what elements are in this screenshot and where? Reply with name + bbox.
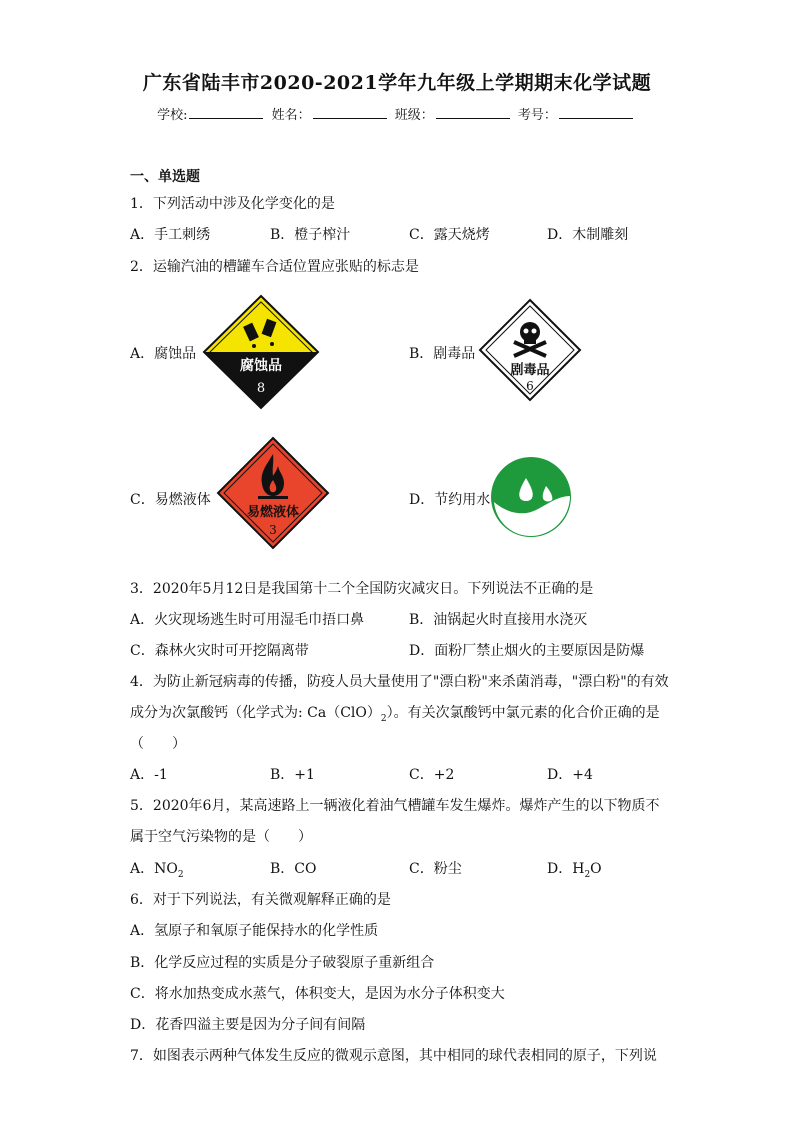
exam-title: 广东省陆丰市2020-2021学年九年级上学期期末化学试题 — [142, 72, 652, 94]
q6-option-c: C．将水加热变成水蒸气，体积变大，是因为水分子体积变大 — [130, 986, 505, 1002]
q5-option-a — [130, 858, 184, 880]
student-info-line — [0, 104, 794, 123]
q3-option-a: A．火灾现场逃生时可用湿毛巾捂口鼻 — [130, 612, 365, 628]
q7-stem: 7．如图表示两种气体发生反应的微观示意图，其中相同的球代表相同的原子，下列说 — [130, 1048, 657, 1064]
class-label: 班级： — [394, 108, 434, 123]
q6-option-d: D．花香四溢主要是因为分子间有间隔 — [130, 1017, 366, 1033]
q5-option-a-sub: 2 — [177, 869, 184, 880]
q1-stem: 1．下列活动中涉及化学变化的是 — [130, 196, 335, 212]
q5-option-d-text: D．H — [547, 861, 585, 877]
water-saving-sign-icon — [490, 456, 572, 538]
q6-option-a: A．氢原子和氧原子能保持水的化学性质 — [130, 923, 379, 939]
sign-b-number: 6 — [526, 379, 534, 393]
toxic-sign-icon — [478, 298, 582, 402]
q4-stem-line2-post: ）。有关次氯酸钙中氯元素的化合价正确的是 — [386, 705, 660, 721]
section-heading: 一、单选题 — [130, 169, 200, 185]
q4-option-d: D．+4 — [547, 767, 593, 783]
q2-stem: 2．运输汽油的槽罐车合适位置应张贴的标志是 — [130, 259, 419, 275]
q4-stem-line3: （ ） — [130, 736, 186, 752]
school-label: 学校: — [157, 108, 188, 123]
sign-c-text: 易燃液体 — [246, 505, 300, 520]
q4-option-b: B．+1 — [270, 767, 315, 783]
q6-option-b: B．化学反应过程的实质是分子破裂原子重新组合 — [130, 955, 435, 971]
q1-option-a: A．手工刺绣 — [130, 227, 211, 243]
q5-stem-line2: 属于空气污染物的是（ ） — [130, 829, 312, 845]
q1-option-d: D．木制雕刻 — [547, 227, 629, 243]
q1-option-c: C．露天烧烤 — [409, 227, 490, 243]
exam-no-blank[interactable] — [559, 106, 633, 119]
class-blank[interactable] — [436, 106, 510, 119]
sign-c-number: 3 — [269, 523, 277, 537]
flammable-liquid-sign-icon — [216, 436, 330, 550]
q3-option-c: C．森林火灾时可开挖隔离带 — [130, 643, 309, 659]
school-blank[interactable] — [189, 106, 263, 119]
q6-stem: 6．对于下列说法，有关微观解释正确的是 — [130, 892, 391, 908]
q5-option-d-sub: 2 — [584, 869, 591, 880]
q5-option-c: C．粉尘 — [409, 861, 462, 877]
q2-option-b: B．剧毒品 — [409, 346, 476, 362]
name-blank[interactable] — [313, 106, 387, 119]
q3-stem: 3．2020年5月12日是我国第十二个全国防灾减灾日。下列说法不正确的是 — [130, 581, 594, 597]
q5-option-d-post: O — [590, 861, 602, 877]
q4-stem-line2-sub: 2 — [380, 713, 387, 724]
q4-stem-line2 — [130, 702, 660, 724]
q5-option-d — [547, 858, 602, 880]
sign-b-text: 剧毒品 — [510, 363, 550, 378]
q5-stem-line1: 5．2020年6月，某高速路上一辆液化着油气槽罐车发生爆炸。爆炸产生的以下物质不 — [130, 798, 660, 814]
name-label: 姓名： — [271, 108, 311, 123]
q4-option-c: C．+2 — [409, 767, 455, 783]
q3-option-d: D．面粉厂禁止烟火的主要原因是防爆 — [409, 643, 645, 659]
q2-option-c: C．易燃液体 — [130, 492, 211, 508]
q4-stem-line1: 4．为防止新冠病毒的传播，防疫人员大量使用了"漂白粉"来杀菌消毒，"漂白粉"的有效 — [130, 674, 669, 690]
q5-option-b: B．CO — [270, 861, 317, 877]
q1-option-b: B．橙子榨汁 — [270, 227, 351, 243]
q4-stem-line2-pre: 成分为次氯酸钙（化学式为: Ca（ClO） — [130, 705, 381, 721]
exam-no-label: 考号： — [517, 108, 557, 123]
corrosive-sign-icon — [202, 294, 320, 410]
sign-a-number: 8 — [256, 381, 266, 396]
q3-option-b: B．油锅起火时直接用水浇灭 — [409, 612, 588, 628]
q5-option-a-text: A．NO — [130, 861, 178, 877]
q2-option-a: A．腐蚀品 — [130, 346, 197, 362]
sign-a-text: 腐蚀品 — [240, 358, 282, 374]
q4-option-a: A．-1 — [130, 767, 168, 783]
q2-option-d: D．节约用水 — [409, 492, 491, 508]
